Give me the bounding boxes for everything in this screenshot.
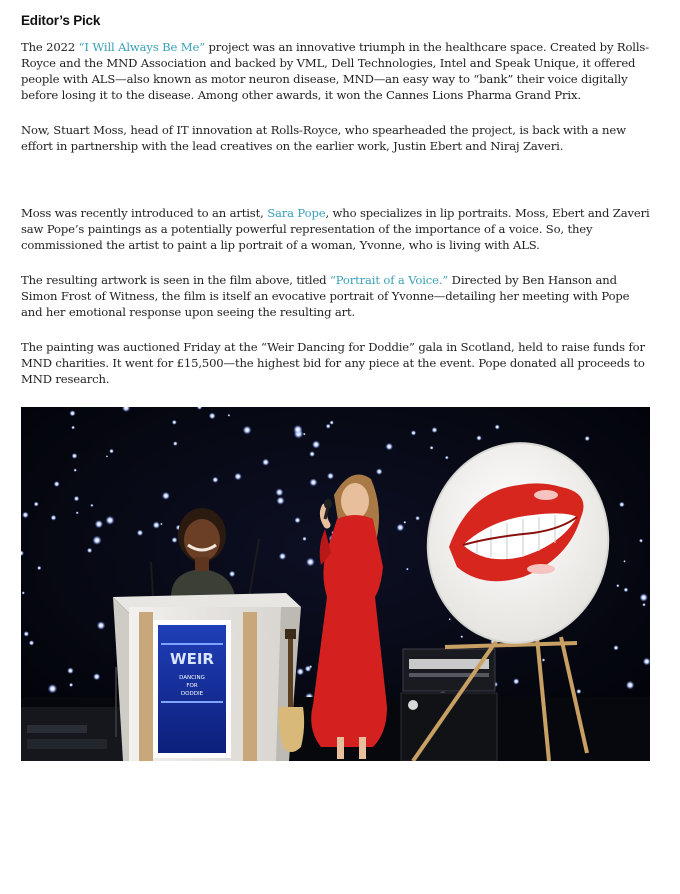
star (330, 420, 334, 424)
paragraph-3-before: Moss was recently introduced to an artist, (21, 206, 268, 220)
star (262, 459, 269, 466)
star (376, 468, 383, 475)
star (137, 530, 143, 536)
podium (113, 593, 301, 761)
star (22, 591, 25, 594)
star (327, 473, 334, 480)
star (309, 665, 312, 668)
star (69, 683, 73, 687)
star (616, 584, 619, 587)
star (172, 420, 177, 425)
star (48, 684, 57, 693)
star (460, 635, 463, 638)
star (74, 469, 77, 472)
star (71, 426, 75, 430)
star (396, 524, 404, 532)
star (403, 521, 406, 524)
star (309, 451, 315, 457)
star (109, 449, 114, 454)
star (613, 645, 618, 650)
star (54, 481, 60, 487)
star (234, 473, 242, 481)
star (34, 502, 39, 507)
star (640, 593, 648, 601)
star (51, 515, 57, 521)
star (276, 497, 284, 505)
star (542, 658, 545, 661)
star (74, 496, 80, 502)
star (97, 621, 106, 630)
star (624, 587, 629, 592)
paragraph-4 (21, 272, 651, 320)
link-i-will-always-be-me[interactable]: “I Will Always Be Me” (78, 40, 205, 54)
link-portrait-of-a-voice[interactable]: “Portrait of a Voice.” (329, 273, 449, 287)
star (76, 511, 79, 514)
paragraph-1-before: The 2022 (21, 40, 79, 54)
star (275, 488, 283, 496)
star (513, 678, 519, 684)
star (162, 492, 170, 500)
star (297, 668, 305, 676)
section-label: Editor’s Pick (21, 13, 101, 28)
star (449, 618, 451, 620)
star (229, 571, 235, 577)
event-photo-illustration (21, 407, 650, 761)
star (212, 477, 218, 483)
star (411, 430, 416, 435)
star (95, 520, 103, 528)
podium-sign-line3: FOR (186, 683, 198, 689)
star (22, 512, 29, 519)
paragraph-4-before: The resulting artwork is seen in the film above, titled (21, 273, 330, 287)
star (243, 426, 252, 435)
star (172, 537, 178, 543)
star (626, 681, 635, 690)
star (173, 441, 178, 446)
event-photo (21, 407, 650, 761)
paragraph-3 (21, 205, 651, 253)
podium-sign-line1: WEIR (170, 650, 214, 668)
star (432, 427, 438, 433)
star (309, 478, 317, 486)
star (90, 504, 93, 507)
star (93, 673, 100, 680)
star (72, 453, 78, 459)
paragraph-1 (21, 39, 651, 103)
star (306, 558, 315, 567)
star (24, 631, 30, 637)
star (37, 566, 41, 570)
podium-sign-line2: DANCING (179, 675, 205, 681)
star (303, 433, 306, 436)
star (29, 640, 34, 645)
star (495, 424, 500, 429)
star (228, 414, 231, 417)
star (576, 689, 581, 694)
star (476, 435, 482, 441)
star (639, 539, 643, 543)
star (293, 425, 302, 434)
star (279, 553, 286, 560)
star (106, 455, 108, 457)
paragraph-4-after: Directed by Ben Hanson and Simon Frost of Witness, the film is itself an evocative portrait of Yvonne—detailing her meeting with Pope and her emotional response upon seeing the resulting art. (21, 273, 630, 319)
star (585, 436, 590, 441)
paragraph-2: Now, Stuart Moss, head of IT innovation at Rolls-Royce, who spearheaded the project, is back with a new effort in partnership with the lead creatives on the earlier work, Justin Ebert and Niraj Zaveri. (21, 123, 626, 153)
star (642, 603, 646, 607)
star (326, 424, 331, 429)
star (445, 456, 449, 460)
podium-sign-line4: DODDIE (180, 691, 204, 697)
star (385, 443, 393, 451)
star (415, 516, 420, 521)
paragraph-1-after: project was an innovative triumph in the healthcare space. Created by Rolls-Royce and the MND Association and backed by VML, Dell Technologies, Intel and Speak Unique, it offered people with ALS—also known as motor neuron disease, MND—an easy way to “bank” their voice digitally before losing it to the disease. Among other awards, it won the Cannes Lions Pharma Grand Prix. (21, 40, 649, 102)
star (69, 410, 75, 416)
star (406, 568, 409, 571)
stage-equipment-left (21, 707, 131, 761)
star (209, 413, 216, 420)
star (106, 516, 115, 525)
star (67, 667, 74, 674)
star (294, 517, 300, 523)
star (87, 548, 92, 553)
star (153, 521, 160, 528)
link-sara-pope[interactable]: Sara Pope (267, 206, 326, 220)
star (619, 502, 625, 508)
star (312, 440, 320, 448)
star (430, 446, 434, 450)
amplifier (401, 649, 497, 761)
star (92, 536, 101, 545)
star (623, 560, 626, 563)
star (302, 537, 306, 541)
star (160, 523, 163, 526)
paragraph-3-after: , who specializes in lip portraits. Moss, Ebert and Zaveri saw Pope’s paintings as a potentially powerful representation of the importance of a voice. So, they commissioned the artist to paint a lip portrait of a woman, Yvonne, who is living with ALS. (21, 206, 650, 252)
paragraph-5: The painting was auctioned Friday at the “Weir Dancing for Doddie” gala in Scotland, held to raise funds for MND charities. It went for £15,500—the highest bid for any piece at the event. Pope donated all proceeds to MND research. (21, 340, 645, 386)
